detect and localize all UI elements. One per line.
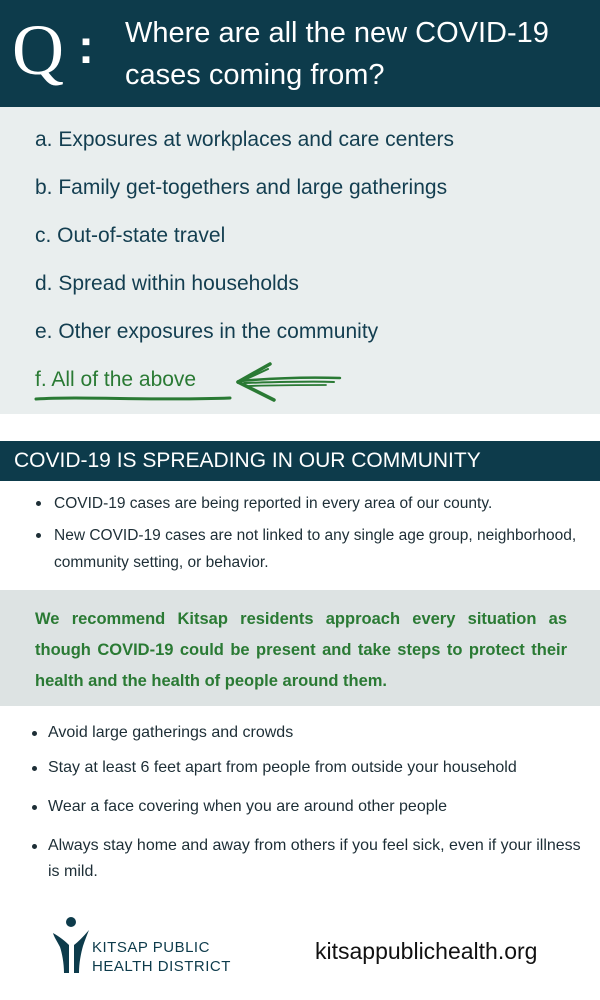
answer-c: c. Out-of-state travel xyxy=(35,224,226,247)
left-arrow-icon xyxy=(234,360,344,404)
answer-f-correct: f. All of the above xyxy=(35,368,197,391)
answer-a: a. Exposures at workplaces and care centers xyxy=(35,128,455,151)
answer-underline xyxy=(34,393,234,403)
tip-item: Always stay home and away from others if you feel sick, even if your illness is mild. xyxy=(30,833,590,885)
question-header xyxy=(0,0,600,107)
tip-item: Avoid large gatherings and crowds xyxy=(30,720,590,746)
fact-item: COVID-19 cases are being reported in every area of our county. xyxy=(34,490,594,517)
website-link[interactable]: kitsappublichealth.org xyxy=(315,938,538,964)
q-letter: Q xyxy=(12,10,64,90)
q-colon: : xyxy=(78,21,94,74)
spreading-banner xyxy=(0,441,600,481)
person-figure-icon xyxy=(50,915,92,975)
recommendation-text: We recommend Kitsap residents approach every situation as though COVID-19 could be present and take steps to protect their health and the health of people around them. xyxy=(35,610,567,690)
banner-text: COVID-19 IS SPREADING IN OUR COMMUNITY xyxy=(14,449,481,472)
recommendation-box xyxy=(0,590,600,706)
tips-list xyxy=(30,720,590,885)
answer-e: e. Other exposures in the community xyxy=(35,320,379,343)
answer-d: d. Spread within households xyxy=(35,272,299,295)
answer-b: b. Family get-togethers and large gatherings xyxy=(35,176,448,199)
tip-item: Wear a face covering when you are around other people xyxy=(30,794,590,820)
org-line-2: HEALTH DISTRICT xyxy=(92,958,231,975)
question-text: Where are all the new COVID-19 cases coming from? xyxy=(125,17,549,91)
fact-item: New COVID-19 cases are not linked to any single age group, neighborhood, community setting, or behavior. xyxy=(34,522,594,576)
org-line-1: KITSAP PUBLIC xyxy=(92,939,210,956)
org-name xyxy=(92,938,231,976)
tip-item: Stay at least 6 feet apart from people from outside your household xyxy=(30,755,590,781)
facts-list xyxy=(34,490,594,581)
